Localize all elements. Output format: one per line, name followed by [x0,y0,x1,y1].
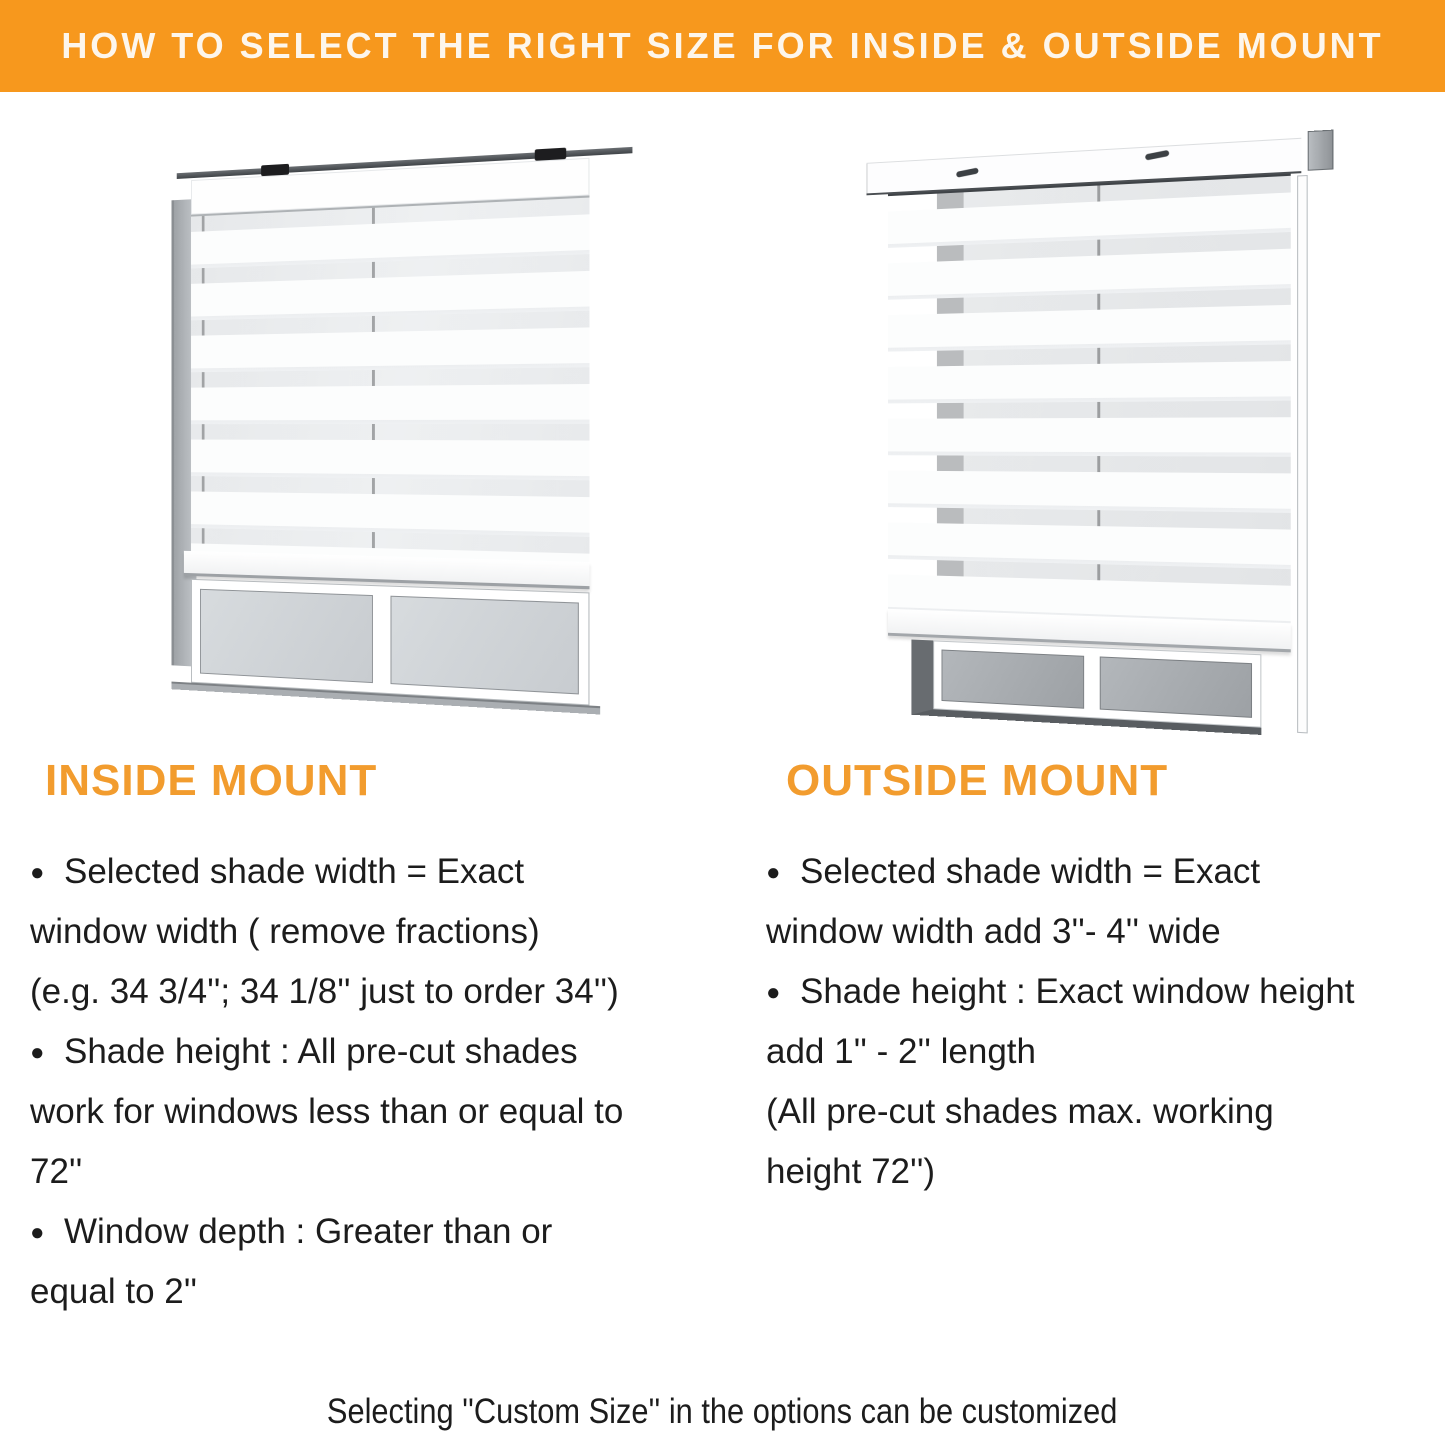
zebra-shade [191,198,589,562]
instruction-line [766,1022,1445,1082]
custom-size-note-text: Selecting ''Custom Size'' in the options can be customized [327,1392,1118,1431]
instruction-text: Window depth : Greater than or [64,1212,553,1251]
instruction-text: (e.g. 34 3/4''; 34 1/8'' just to order 34'') [30,972,619,1011]
outside-mount-heading: OUTSIDE MOUNT [786,756,1169,805]
bracket-end-cap [1308,130,1334,171]
instruction-line [30,962,720,1022]
custom-size-note [0,1392,1445,1432]
instruction-line [30,1262,720,1322]
window-frame-edge [1297,175,1308,733]
bullet-icon: ● [30,1219,45,1246]
instruction-text: 72'' [30,1152,83,1191]
instruction-text: work for windows less than or equal to [30,1092,624,1131]
bullet-icon: ● [766,859,781,886]
outside-mount-window [888,137,1308,737]
glass-pane [941,650,1084,709]
instruction-text: window width ( remove fractions) [30,912,540,951]
instruction-line [766,1082,1445,1142]
window-glass [911,640,1261,735]
zebra-shade [888,176,1291,623]
inside-mount-illustration [156,156,586,701]
instruction-text: height 72'') [766,1152,936,1191]
instruction-text: window width add 3''- 4'' wide [766,912,1221,951]
mounting-bracket-icon [956,168,979,178]
instruction-text: add 1'' - 2'' length [766,1032,1036,1071]
glass-pane [1100,656,1252,717]
instruction-line [30,1202,720,1262]
header-banner [0,0,1445,92]
instruction-text: Shade height : Exact window height [800,972,1355,1011]
bullet-icon: ● [766,979,781,1006]
instruction-line [766,842,1445,902]
page-title: HOW TO SELECT THE RIGHT SIZE FOR INSIDE & OUTSIDE MOUNT [61,25,1384,66]
instruction-text: Selected shade width = Exact [800,852,1261,891]
inside-mount-heading: INSIDE MOUNT [45,756,378,805]
instruction-line [766,1142,1445,1202]
instruction-line [766,962,1445,1022]
instruction-line [30,1142,720,1202]
instruction-line [30,902,720,962]
instruction-text: Shade height : All pre-cut shades [64,1032,578,1071]
bullet-icon: ● [30,859,45,886]
outside-mount-illustration [874,150,1304,725]
instruction-text: (All pre-cut shades max. working [766,1092,1274,1131]
inside-mount-window [171,143,589,714]
instruction-line [30,1082,720,1142]
instruction-text: Selected shade width = Exact [64,852,525,891]
inside-mount-instructions [30,842,720,1322]
instruction-line [30,842,720,902]
mounting-bracket-icon [1145,150,1170,161]
instruction-line [30,1022,720,1082]
instruction-text: equal to 2'' [30,1272,198,1311]
glass-pane [390,596,578,695]
instruction-line [766,902,1445,962]
outside-mount-instructions [766,842,1445,1202]
bullet-icon: ● [30,1039,45,1066]
glass-pane [200,589,373,683]
